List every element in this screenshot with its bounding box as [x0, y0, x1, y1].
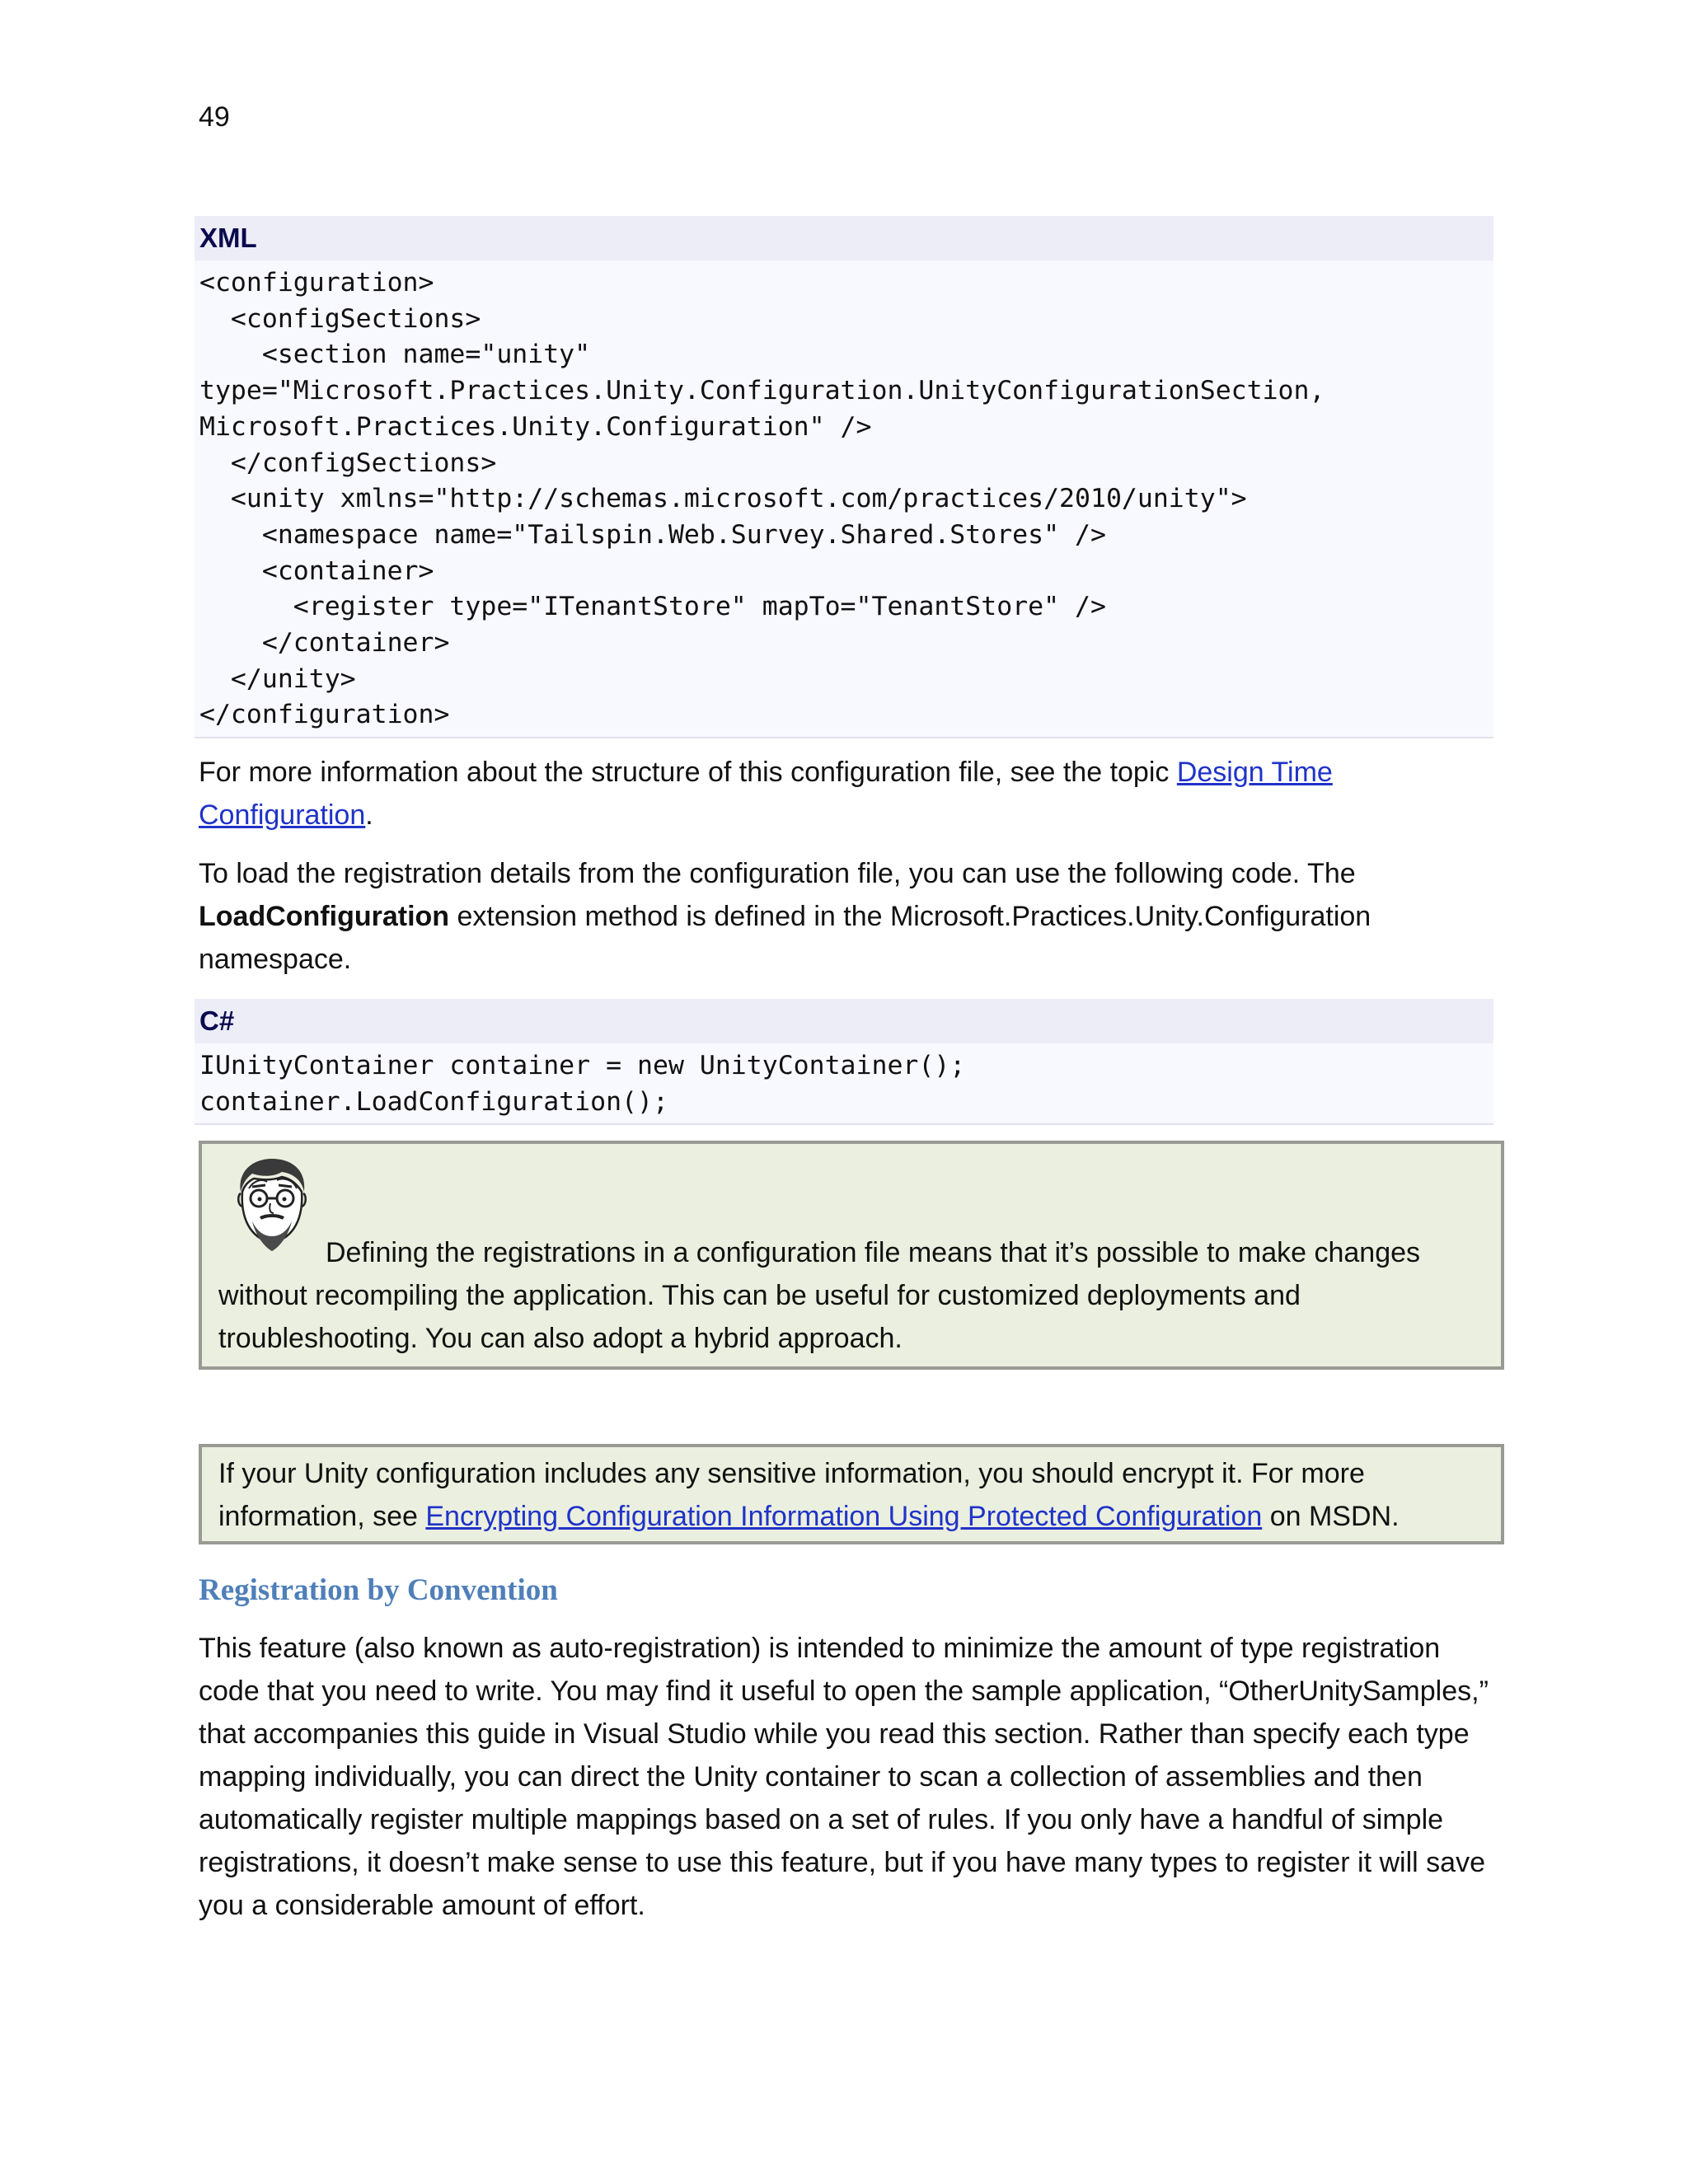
paragraph-load-config: [199, 852, 1501, 981]
paragraph-text: To load the registration details from the configuration file, you can use the following code. The: [199, 858, 1356, 889]
paragraph-text-tail: .: [365, 799, 373, 831]
code-content: IUnityContainer container = new UnityContainer(); container.LoadConfiguration();: [199, 1051, 966, 1117]
encrypting-configuration-link[interactable]: Encrypting Configuration Information Using Protected Configuration: [425, 1501, 1263, 1532]
paragraph-more-info: [199, 751, 1501, 837]
section-body-paragraph: This feature (also known as auto-registration) is intended to minimize the amount of type registration code that you need to write. You may find it useful to open the sample application, “OtherUnitySamples,” that accompanies this guide in Visual Studio while you read this section. Rather than specify each type mapping individually, you can direct the Unity container to scan a collection of assemblies and then automatically register multiple mappings based on a set of rules. If you only have a handful of simple registrations, it doesn’t make sense to use this feature, but if you have many types to register it will save you a considerable amount of effort.: [199, 1633, 1489, 1921]
paragraph-text: For more information about the structure of this configuration file, see the topic: [199, 757, 1177, 788]
note-text: If your Unity configuration includes any sensitive information, you should encrypt it. For more information, see: [218, 1458, 1365, 1532]
tip-note-text: Defining the registrations in a configuration file means that it’s possible to make changes without recompiling the application. This can be useful for customized deployments and troubleshooting. You can also adopt a hybrid approach.: [218, 1237, 1421, 1354]
section-heading: Registration by Convention: [199, 1573, 558, 1607]
code-language-label: C#: [195, 999, 1493, 1043]
load-configuration-term: LoadConfiguration: [199, 901, 450, 932]
security-note-text: [202, 1447, 1501, 1538]
page-number: 49: [199, 101, 230, 133]
code-content: <configuration> <configSections> <section name="unity" type="Microsoft.Practices.Unity.Configuration.UnityConfigurationSection, Microsoft.Practices.Unity.Configuration" /> </configSections> <unity xmlns="http://schemas.microsoft.com/practices/2010/unity"> <namespace name="Tailspin.Web.Survey.Shared.Stores" /> <container> <register type="ITenantStore" mapTo="TenantStore" /> </container> </unity> </configuration>: [199, 268, 1325, 730]
security-note-box: [199, 1444, 1504, 1544]
code-language-label: XML: [195, 216, 1493, 260]
csharp-code-block: [195, 999, 1493, 1125]
tip-note-box: [199, 1141, 1504, 1370]
design-time-configuration-link[interactable]: Design Time Configuration: [199, 757, 1333, 831]
note-text-tail: on MSDN.: [1262, 1501, 1400, 1532]
bearded-man-with-glasses-icon: [229, 1155, 315, 1259]
paragraph-text-tail: extension method is defined in the Microsoft.Practices.Unity.Configuration namespace.: [199, 901, 1372, 975]
xml-code-block: [195, 216, 1493, 738]
